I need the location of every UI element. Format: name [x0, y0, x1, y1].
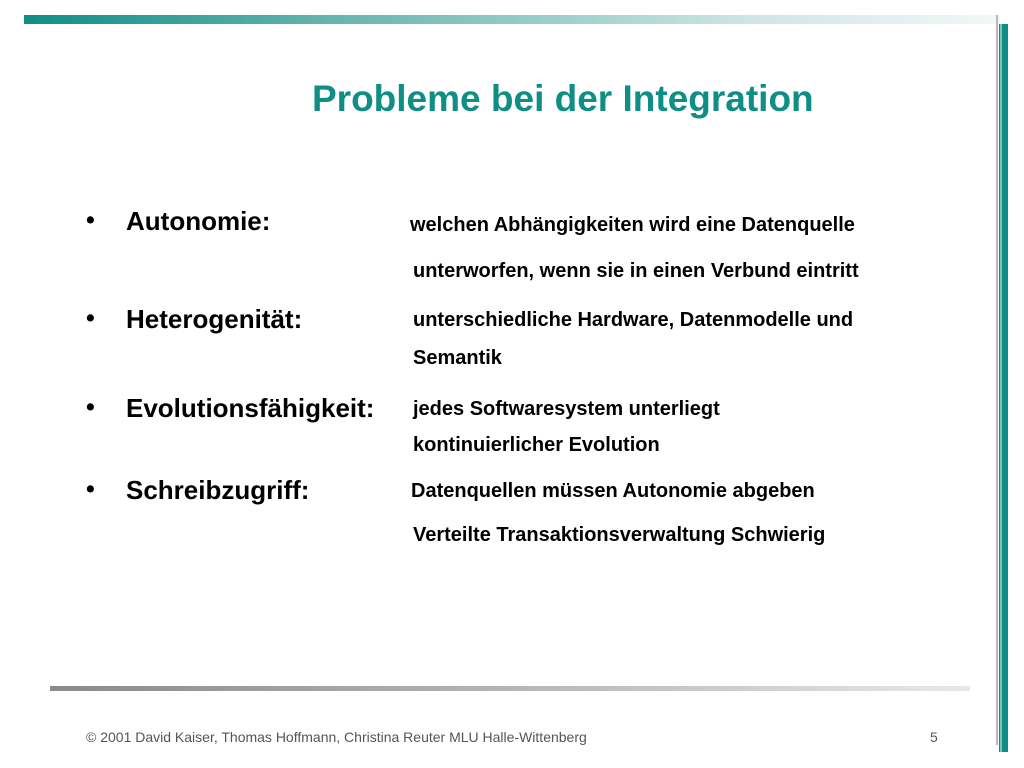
bullet-icon: •: [86, 393, 95, 421]
right-accent-edge: [1000, 24, 1002, 752]
bullet-icon: •: [86, 206, 95, 234]
bullet-term: Autonomie:: [126, 206, 271, 236]
bullet-description-line: unterworfen, wenn sie in einen Verbund eintritt: [413, 260, 859, 282]
footer-copyright: © 2001 David Kaiser, Thomas Hoffmann, Christina Reuter MLU Halle-Wittenberg: [86, 729, 587, 745]
bullet-icon: •: [86, 475, 95, 503]
bullet-description-line: Semantik: [413, 347, 502, 369]
footer-divider: [50, 686, 970, 691]
bullet-term: Heterogenität:: [126, 304, 303, 334]
right-frame-line: [996, 15, 998, 745]
page-number: 5: [930, 729, 938, 745]
bullet-description-line: unterschiedliche Hardware, Datenmodelle und: [413, 309, 854, 331]
bullet-description-line: welchen Abhängigkeiten wird eine Datenquelle: [410, 214, 855, 236]
bullet-description-line: jedes Softwaresystem unterliegt: [413, 398, 720, 420]
slide-title: Probleme bei der Integration: [312, 78, 814, 119]
top-accent-bar: [24, 15, 1000, 24]
bullet-term: Evolutionsfähigkeit:: [126, 393, 375, 423]
bullet-term: Schreibzugriff:: [126, 475, 310, 505]
bullet-description-line: kontinuierlicher Evolution: [413, 434, 660, 456]
bullet-icon: •: [86, 304, 95, 332]
bullet-description-line: Datenquellen müssen Autonomie abgeben: [411, 480, 815, 502]
bullet-description-line: Verteilte Transaktionsverwaltung Schwierig: [413, 524, 826, 546]
